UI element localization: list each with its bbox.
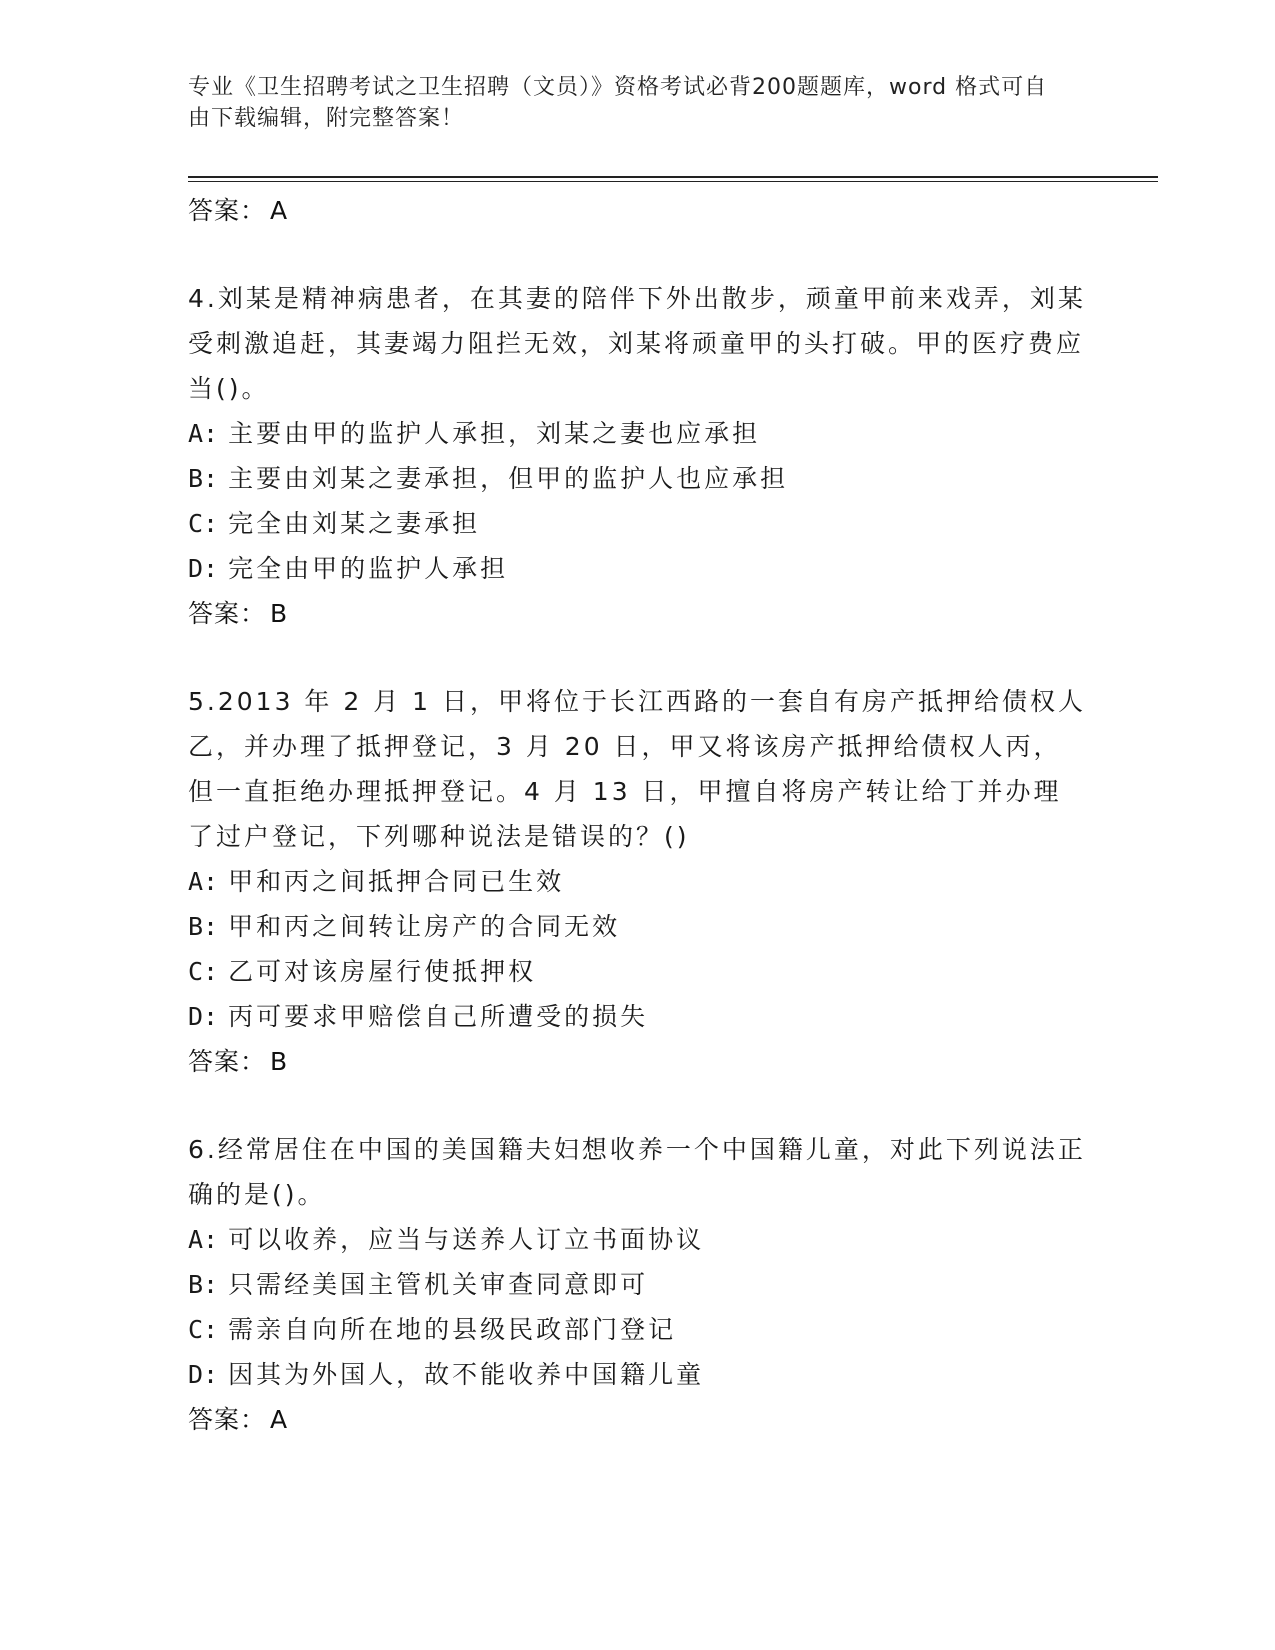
question-stem: 6.经常居住在中国的美国籍夫妇想收养一个中国籍儿童，对此下列说法正确的是()。 xyxy=(188,1135,1086,1209)
header-divider xyxy=(188,176,1158,182)
answer-value: B xyxy=(270,1047,289,1076)
option-letter: A: xyxy=(188,867,219,896)
spacer xyxy=(188,637,1088,677)
option-c xyxy=(188,1307,1088,1352)
option-text: 因其为外国人，故不能收养中国籍儿童 xyxy=(228,1360,705,1389)
answer-label: 答案： xyxy=(188,196,267,225)
answer-value: A xyxy=(270,1405,289,1434)
option-letter: C: xyxy=(188,957,219,986)
option-b xyxy=(188,1262,1088,1307)
option-text: 甲和丙之间抵押合同已生效 xyxy=(228,867,565,896)
question-block xyxy=(188,1127,1088,1443)
option-letter: D: xyxy=(188,1002,219,1031)
answer-line xyxy=(188,1397,1088,1443)
option-text: 主要由甲的监护人承担，刘某之妻也应承担 xyxy=(228,419,761,448)
option-text: 需亲自向所在地的县级民政部门登记 xyxy=(228,1315,677,1344)
question-stem: 4.刘某是精神病患者，在其妻的陪伴下外出散步，顽童甲前来戏弄，刘某受刺激追赶，其妻竭力阻拦无效，刘某将顽童甲的头打破。甲的医疗费应当()。 xyxy=(188,284,1086,403)
option-text: 可以收养，应当与送养人订立书面协议 xyxy=(228,1225,705,1254)
option-letter: C: xyxy=(188,509,219,538)
option-letter: A: xyxy=(188,419,219,448)
option-b xyxy=(188,904,1088,949)
option-b xyxy=(188,456,1088,501)
option-letter: A: xyxy=(188,1225,219,1254)
option-text: 乙可对该房屋行使抵押权 xyxy=(228,957,537,986)
option-text: 甲和丙之间转让房产的合同无效 xyxy=(228,912,621,941)
option-letter: B: xyxy=(188,464,219,493)
answer-line xyxy=(188,188,1088,234)
question-stem: 5.2013 年 2 月 1 日，甲将位于长江西路的一套自有房产抵押给债权人乙，并办理了抵押登记，3 月 20 日，甲又将该房产抵押给债权人丙，但一直拒绝办理抵押登记。4 月 13 日，甲擅自将房产转让给丁并办理了过户登记，下列哪种说法是错误的？() xyxy=(188,687,1087,851)
answer-label: 答案： xyxy=(188,1405,267,1434)
option-d xyxy=(188,994,1088,1039)
option-d xyxy=(188,546,1088,591)
spacer xyxy=(188,234,1088,274)
option-a xyxy=(188,1217,1088,1262)
option-text: 只需经美国主管机关审查同意即可 xyxy=(228,1270,649,1299)
question-block xyxy=(188,679,1088,1085)
option-letter: B: xyxy=(188,912,219,941)
option-text: 完全由甲的监护人承担 xyxy=(228,554,509,583)
question-list xyxy=(188,188,1088,1443)
answer-line xyxy=(188,1039,1088,1085)
option-letter: D: xyxy=(188,1360,219,1389)
header-title: 专业《卫生招聘考试之卫生招聘（文员）》资格考试必背200题题库，word 格式可自由下载编辑，附完整答案！ xyxy=(188,75,1048,131)
option-text: 完全由刘某之妻承担 xyxy=(228,509,481,538)
option-letter: C: xyxy=(188,1315,219,1344)
question-block xyxy=(188,276,1088,637)
option-d xyxy=(188,1352,1088,1397)
option-c xyxy=(188,949,1088,994)
answer-value: A xyxy=(270,196,289,225)
answer-value: B xyxy=(270,599,289,628)
answer-label: 答案： xyxy=(188,1047,267,1076)
answer-line xyxy=(188,591,1088,637)
option-text: 主要由刘某之妻承担，但甲的监护人也应承担 xyxy=(228,464,789,493)
page-header xyxy=(188,72,1068,134)
option-text: 丙可要求甲赔偿自己所遭受的损失 xyxy=(228,1002,649,1031)
option-letter: D: xyxy=(188,554,219,583)
answer-label: 答案： xyxy=(188,599,267,628)
option-a xyxy=(188,859,1088,904)
spacer xyxy=(188,1085,1088,1125)
option-letter: B: xyxy=(188,1270,219,1299)
option-c xyxy=(188,501,1088,546)
option-a xyxy=(188,411,1088,456)
